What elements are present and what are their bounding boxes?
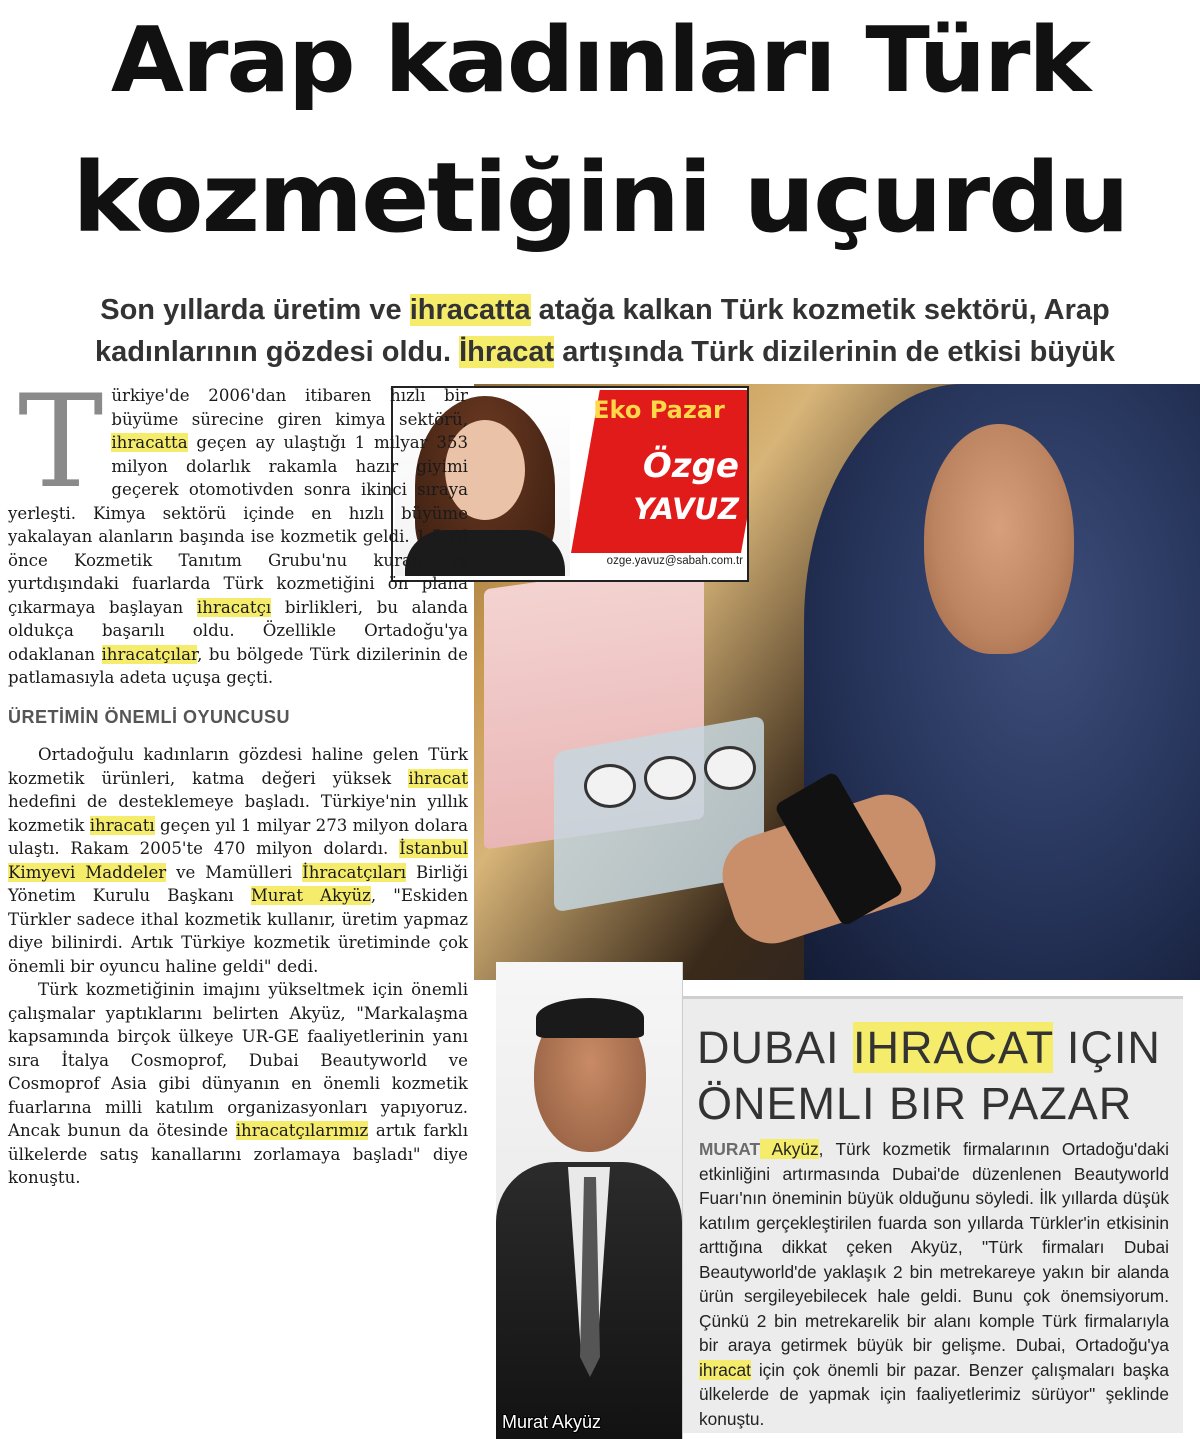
article-paragraph-1 — [8, 368, 468, 690]
highlight-word: İstanbul Kimyevi Maddeler — [8, 839, 468, 882]
highlight-word: ihracatta — [111, 433, 188, 452]
deck-text: atağa kalkan Türk kozmetik sektörü, Arap — [530, 294, 1110, 326]
box-title-line-2: ÖNEMLI BIR PAZAR — [697, 1078, 1133, 1129]
text-run: , "Eskiden Türkler sadece ithal kozmetik kullanır, üretim yapmaz diye bilinirdi. Artık Türkiye kozmetik üretiminde çok önemli bir oyuncu haline geldi" dedi. — [8, 886, 469, 976]
highlight-word: ihracatçılarımız — [235, 1121, 369, 1140]
highlight-word: ihracatçı — [196, 597, 272, 617]
deck-text: Son yıllarda üretim ve — [100, 294, 410, 326]
text-run: , Türk kozmetik firmalarının Ortadoğu'daki etkinliğini artırmasında Dubai'de düzenlenen Beautyworld Fuarı'nın öneminin büyük olduğunu söyledi. İlk yıllarda düşük katılım gerçekleştirilen fuarda son yıllarda Türkler'in etkisinin arttığına dikkat çeken Akyüz, "Türk firmaları Dubai Beautyworld'de yaklaşık 2 bin metrekareye yakın bir alanda ürün sergileyebilecek hale geldi. Bunu çok önemsiyorum. Çünkü 2 bin metrekarelik bir alanı komple Türk firmalarıyla bir araya getirmek büyük bir gelişme. Dubai, Ortadoğu'ya — [699, 1139, 1169, 1355]
text-run: Ortadoğulu kadınların gözdesi haline gelen Türk kozmetik ürünleri, katma değeri yüksek — [8, 745, 468, 788]
highlight-word: ihracatçılar — [101, 644, 198, 664]
highlight-word: Akyüz — [760, 1139, 819, 1159]
highlight-word: Murat Akyüz — [250, 886, 371, 905]
murat-akyuz-photo — [496, 962, 683, 1439]
lead-name: MURAT — [699, 1139, 761, 1159]
headline-line-1: Arap kadınları Türk — [110, 8, 1090, 113]
columnist-first-name: Özge — [642, 446, 739, 486]
box-title-line-1 — [697, 1023, 1161, 1073]
text-run: hedefini de desteklemeye başladı. Türkiye'nin yıllık kozmetik — [8, 792, 468, 835]
deck-text: kadınlarının gözdesi oldu. — [94, 336, 460, 368]
box-body — [699, 1137, 1169, 1431]
text-run: için çok önemli bir pazar. Benzer çalışmaları başka ülkelerde de yapmak için faaliyetlerimiz sürüyor" şeklinde konuştu. — [699, 1359, 1169, 1429]
deck-line-1 — [30, 288, 1180, 332]
text-run: geçen yıl 1 milyar 273 milyon dolara ulaştı. Rakam 2005'te 470 milyon dolardı. — [8, 815, 468, 858]
columnist-last-name: YAVUZ — [633, 492, 739, 526]
section-label: Eko Pazar — [593, 396, 725, 424]
man-hair — [536, 998, 644, 1038]
highlight-word: ihracatta — [409, 294, 531, 326]
headline-line-2: kozmetiğini uçurdu — [72, 142, 1128, 254]
text-run: Türk kozmetiğinin imajını yükseltmek için önemli çalışmalar yaptıklarını belirten Akyüz, "Markalaşma kapsamında birçok ülkeye UR-GE faaliyetlerinin yanı sıra İtalya Cosmoprof, Dubai Beautyworld ve Cosmoprof Asia gibi dünyanın en önemli kozmetik fuarlarına milli katılım organizasyonları yapıyoruz. Ancak bunun da ötesinde — [8, 980, 468, 1140]
compact-product — [704, 746, 756, 790]
highlight-word: İhracatçıları — [302, 862, 407, 882]
highlight-word: IHRACAT — [853, 1022, 1054, 1073]
woman-face — [924, 424, 1074, 654]
highlight-word: ihracat — [699, 1359, 751, 1380]
columnist-email[interactable]: ozge.yavuz@sabah.com.tr — [606, 555, 743, 567]
text-run: ürkiye'de 2006'dan itibaren hızlı bir büyüme sürecine giren kimya sektörü, — [111, 386, 468, 429]
article-column — [8, 368, 469, 1190]
box-title-text: IÇIN — [1053, 1022, 1161, 1073]
sidebar-box — [683, 996, 1183, 1433]
box-title-text: DUBAI — [697, 1022, 854, 1073]
article-subhead: ÜRETİMİN ÖNEMLİ OYUNCUSU — [8, 706, 290, 727]
highlight-word: İhracat — [459, 336, 555, 368]
highlight-word: ihracatı — [89, 815, 155, 835]
highlight-word: ihracat — [408, 768, 468, 788]
compact-product — [584, 764, 636, 808]
text-run: birlikleri, bu alanda oldukça başarılı oldu. Özellikle Ortadoğu'ya odaklanan — [8, 597, 468, 664]
text-run: geçen ay ulaştığı 1 milyar 353 milyon dolarlık rakamla hazır giyimi geçerek otomotivden sonra ikinci sıraya yerleşti. Kimya sektörü içinde en hızlı büyüme yakalayan alanların başında ise kozmetik geldi. 1.5 yıl önce Kozmetik Tanıtım Grubu'nu kuran ve yurtdışındaki fuarlarda Türk kozmetiğini ön plana çıkarmaya başlayan — [8, 433, 468, 617]
text-run: Birliği Yönetim Kurulu Başkanı — [8, 862, 468, 905]
compact-product — [644, 756, 696, 800]
drop-cap: T — [18, 368, 104, 517]
article-paragraph-2 — [8, 743, 468, 978]
text-run: ve Mamülleri — [166, 862, 303, 882]
deck-text: artışında Türk dizilerinin de etkisi büyük — [554, 336, 1116, 368]
deck-line-2 — [30, 330, 1180, 374]
article-paragraph-3 — [8, 978, 468, 1190]
text-run: artık farklı ülkelerde satış kanallarını zorlamaya başladı" diye konuştu. — [8, 1121, 468, 1187]
text-run: , bu bölgede Türk dizilerinin de patlamasıyla adeta uçuşa geçti. — [8, 644, 468, 687]
photo-caption: Murat Akyüz — [502, 1412, 602, 1432]
